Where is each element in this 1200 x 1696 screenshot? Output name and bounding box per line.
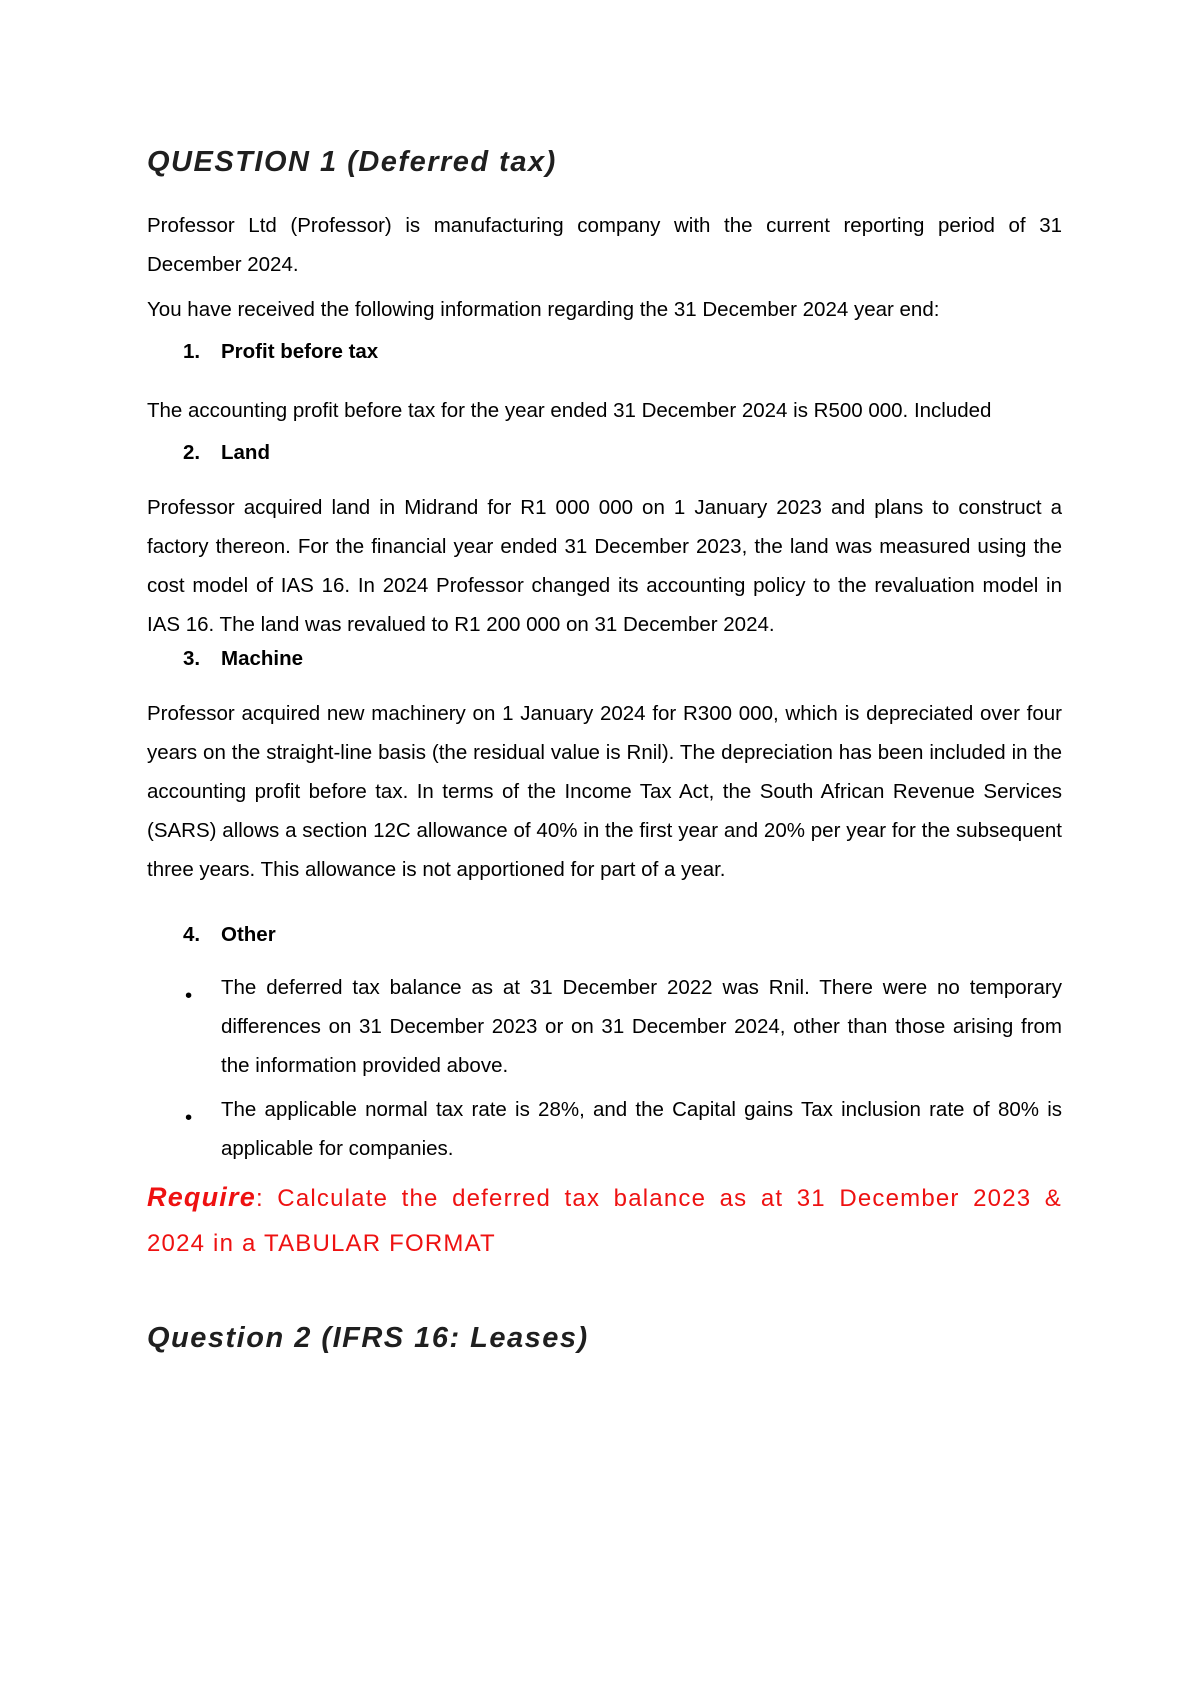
require-label: Require [147,1182,256,1212]
question-1-title: QUESTION 1 (Deferred tax) [147,146,557,178]
machine-paragraph: Professor acquired new machinery on 1 January 2024 for R300 000, which is depreciated over four years on the straight-line basis (the residual value is Rnil). The depreciation has been included in the accounting profit before tax. In terms of the Income Tax Act, the South African Revenue Services (SARS) allows a section 12C allowance of 40% in the first year and 20% per year for the subsequent three years. This allowance is not apportioned for part of a year. [147,702,1062,881]
bullet-text: The deferred tax balance as at 31 December 2022 was Rnil. There were no temporary differences on 31 December 2023 or on 31 December 2024, other than those arising from the information provided above. [221,976,1062,1077]
section-number: 4. [183,923,201,946]
section-number: 3. [183,647,201,670]
section-title: Other [221,923,276,946]
section-heading-other [183,923,276,947]
section-title: Land [221,441,270,464]
bullet-icon: • [185,1106,193,1129]
received-paragraph: You have received the following information regarding the 31 December 2024 year end: [147,298,940,321]
bullet-text: The applicable normal tax rate is 28%, and the Capital gains Tax inclusion rate of 80% is applicable for companies. [221,1098,1062,1160]
section-heading-machine [183,647,303,671]
section-title: Profit before tax [221,340,379,363]
question-2-title: Question 2 (IFRS 16: Leases) [147,1322,589,1354]
land-paragraph: Professor acquired land in Midrand for R1 000 000 on 1 January 2023 and plans to construct a factory thereon. For the financial year ended 31 December 2023, the land was measured using the cost model of IAS 16. In 2024 Professor changed its accounting policy to the revaluation model in IAS 16. The land was revalued to R1 200 000 on 31 December 2024. [147,496,1062,636]
section-heading-land [183,441,270,465]
section-number: 2. [183,441,201,464]
require-text: : Calculate the deferred tax balance as at 31 December 2023 & 2024 in a TABULAR FORMAT [147,1185,1062,1257]
section-heading-profit-before-tax [183,340,378,364]
intro-paragraph: Professor Ltd (Professor) is manufacturing company with the current reporting period of 31 December 2024. [147,214,1062,276]
bullet-icon: • [185,984,193,1007]
profit-before-tax-paragraph: The accounting profit before tax for the year ended 31 December 2024 is R500 000. Included [147,399,992,422]
section-number: 1. [183,340,201,363]
section-title: Machine [221,647,304,670]
require-instruction [147,1175,1062,1266]
